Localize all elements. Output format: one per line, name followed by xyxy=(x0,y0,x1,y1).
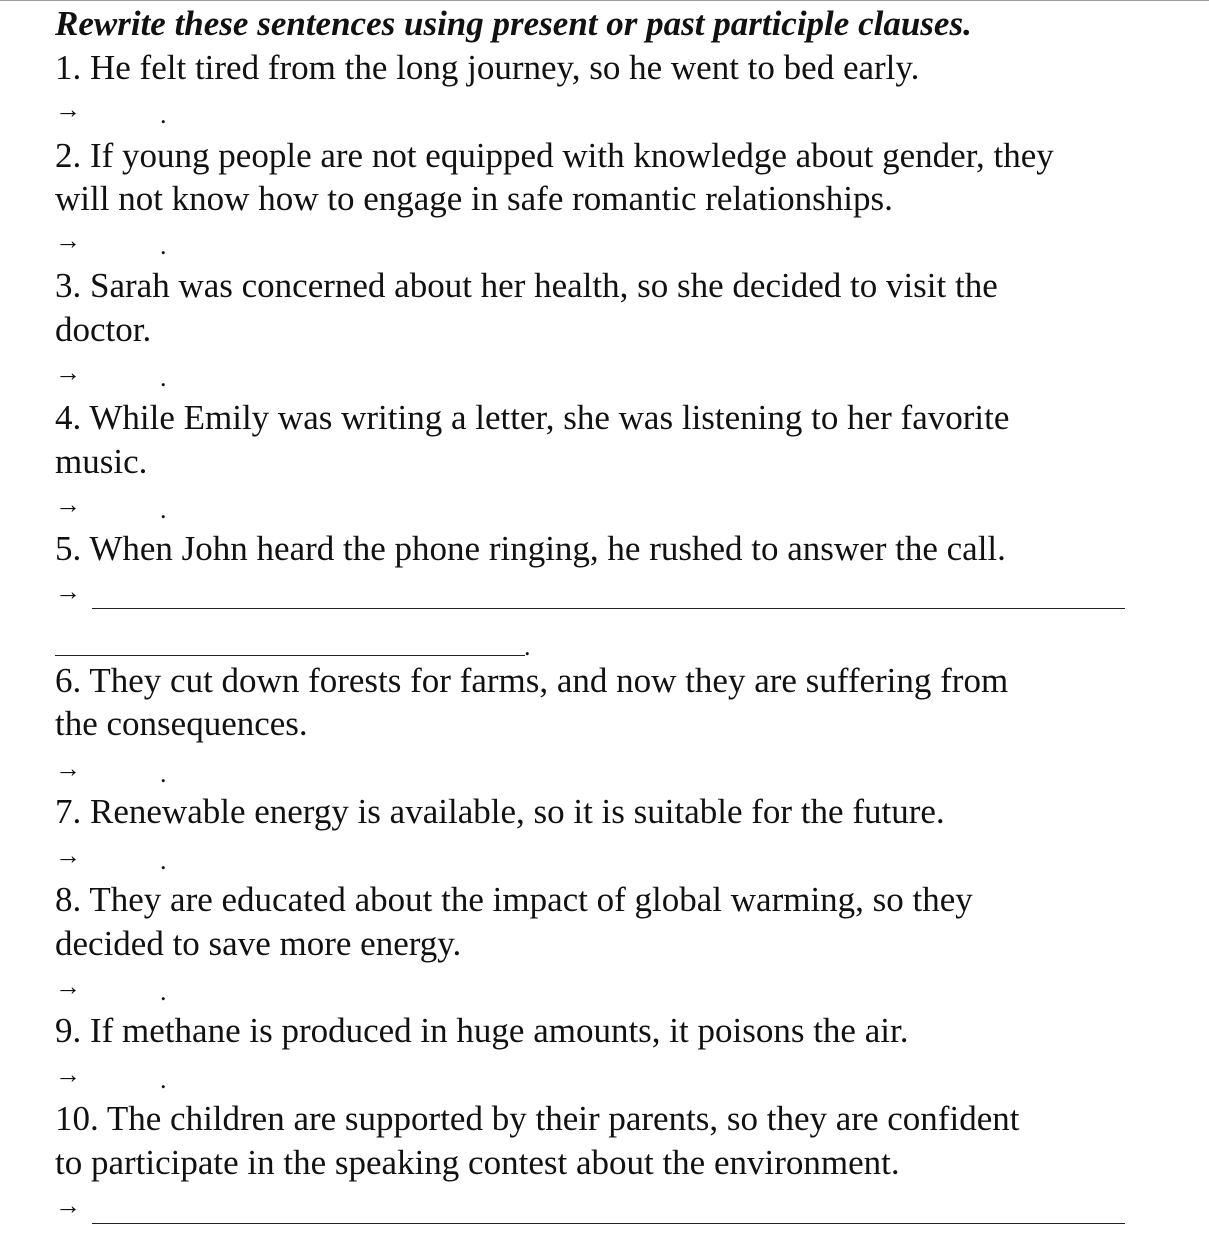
exercise-instructions: Rewrite these sentences using present or past participle clauses. xyxy=(55,4,972,43)
answer-5-end-dot: . xyxy=(524,632,531,661)
question-2-line-1: 2. If young people are not equipped with knowledge about gender, they xyxy=(55,136,1054,175)
answer-4-arrow: → xyxy=(55,490,81,519)
question-3-line-1: 3. Sarah was concerned about her health, so she decided to visit the xyxy=(55,266,998,305)
answer-8-arrow: → xyxy=(55,972,81,1001)
answer-2-arrow: → xyxy=(55,226,81,255)
question-5-line-1: 5. When John heard the phone ringing, he rushed to answer the call. xyxy=(55,529,1006,568)
answer-7-blank[interactable]: . xyxy=(160,846,167,875)
question-6-line-1: 6. They cut down forests for farms, and now they are suffering from xyxy=(55,661,1009,700)
answer-2-blank[interactable]: . xyxy=(160,231,167,260)
question-4-line-1: 4. While Emily was writing a letter, she was listening to her favorite xyxy=(55,398,1010,437)
answer-4-blank[interactable]: . xyxy=(160,495,167,524)
answer-5-line-1[interactable] xyxy=(92,608,1125,609)
question-9-line-1: 9. If methane is produced in huge amounts, it poisons the air. xyxy=(55,1011,909,1050)
question-2-line-2: will not know how to engage in safe romantic relationships. xyxy=(55,179,893,218)
answer-9-arrow: → xyxy=(55,1060,81,1089)
answer-6-arrow: → xyxy=(55,754,81,783)
answer-9-blank[interactable]: . xyxy=(160,1065,167,1094)
answer-3-blank[interactable]: . xyxy=(160,363,167,392)
question-4-line-2: music. xyxy=(55,442,148,481)
answer-1-arrow: → xyxy=(55,95,81,124)
question-6-line-2: the consequences. xyxy=(55,704,308,743)
answer-8-blank[interactable]: . xyxy=(160,977,167,1006)
question-1-line-1: 1. He felt tired from the long journey, so he went to bed early. xyxy=(55,48,920,87)
answer-10-arrow: → xyxy=(55,1191,81,1220)
top-border xyxy=(0,0,1209,1)
answer-1-blank[interactable]: . xyxy=(160,100,167,129)
question-8-line-1: 8. They are educated about the impact of global warming, so they xyxy=(55,880,973,919)
answer-5-arrow: → xyxy=(55,577,81,606)
answer-3-arrow: → xyxy=(55,358,81,387)
question-10-line-2: to participate in the speaking contest about the environment. xyxy=(55,1143,900,1182)
answer-6-blank[interactable]: . xyxy=(160,759,167,788)
question-8-line-2: decided to save more energy. xyxy=(55,924,462,963)
answer-10-line-1[interactable] xyxy=(92,1223,1125,1224)
answer-5-line-2[interactable] xyxy=(55,655,525,656)
question-3-line-2: doctor. xyxy=(55,310,152,349)
question-7-line-1: 7. Renewable energy is available, so it is suitable for the future. xyxy=(55,792,945,831)
answer-7-arrow: → xyxy=(55,841,81,870)
question-10-line-1: 10. The children are supported by their parents, so they are confident xyxy=(55,1099,1020,1138)
